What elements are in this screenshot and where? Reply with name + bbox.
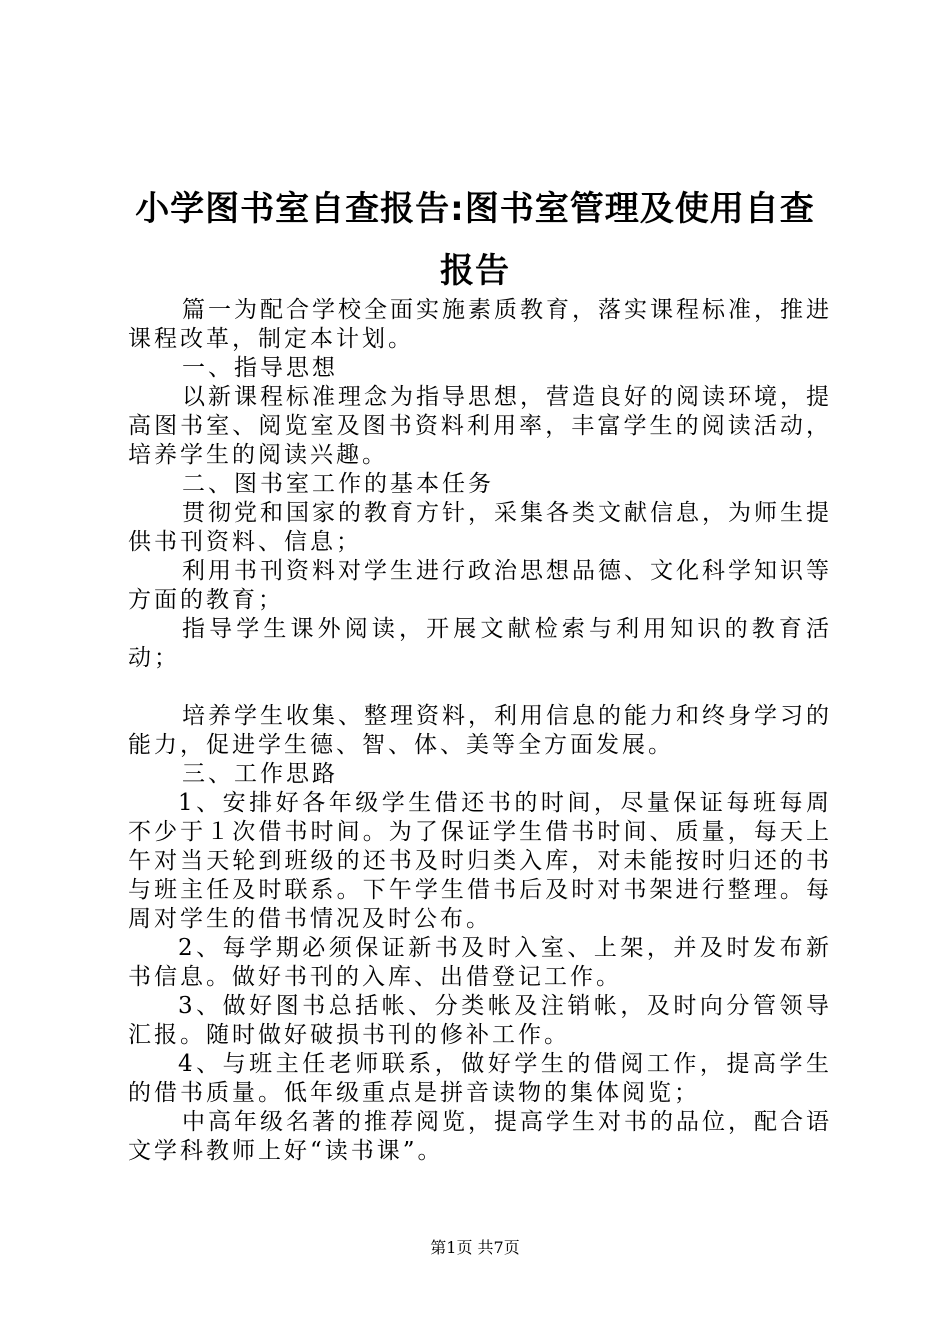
section-heading-work-approach: 三、工作思路 <box>182 761 338 787</box>
paragraph-task-4: 培养学生收集、整理资料，利用信息的能力和终身学习的能力，促进学生德、智、体、美等全方面发展。 <box>128 703 832 758</box>
section-heading-basic-tasks: 二、图书室工作的基本任务 <box>182 471 494 497</box>
paragraph-intro: 篇一为配合学校全面实施素质教育，落实课程标准，推进课程改革，制定本计划。 <box>128 297 832 352</box>
paragraph-approach-2: 2、每学期必须保证新书及时入室、上架，并及时发布新书信息。做好书刊的入库、出借登记工作。 <box>128 935 832 990</box>
document-title: 小学图书室自查报告:图书室管理及使用自查报告 <box>135 189 815 291</box>
section-heading-guiding-thought: 一、指导思想 <box>182 355 338 381</box>
paragraph-task-1: 贯彻党和国家的教育方针，采集各类文献信息，为师生提供书刊资料、信息； <box>128 500 832 555</box>
paragraph-task-2: 利用书刊资料对学生进行政治思想品德、文化科学知识等方面的教育； <box>128 558 832 613</box>
paragraph-task-3: 指导学生课外阅读，开展文献检索与利用知识的教育活动； <box>128 616 832 671</box>
paragraph-guiding-thought: 以新课程标准理念为指导思想，营造良好的阅读环境，提高图书室、阅览室及图书资料利用率，丰富学生的阅读活动，培养学生的阅读兴趣。 <box>128 384 832 468</box>
paragraph-approach-4: 4、与班主任老师联系，做好学生的借阅工作，提高学生的借书质量。低年级重点是拼音读物的集体阅览； <box>128 1051 832 1106</box>
page-footer: 第1页 共7页 <box>430 1238 520 1257</box>
blank-line <box>128 673 832 702</box>
paragraph-approach-3: 3、做好图书总括帐、分类帐及注销帐，及时向分管领导汇报。随时做好破损书刊的修补工作。 <box>128 993 832 1048</box>
paragraph-approach-1: 1、安排好各年级学生借还书的时间，尽量保证每班每周不少于１次借书时间。为了保证学生借书时间、质量，每天上午对当天轮到班级的还书及时归类入库，对未能按时归还的书与班主任及时联系。下午学生借书后及时对书架进行整理。每周对学生的借书情况及时公布。 <box>128 790 832 932</box>
paragraph-approach-4-continued: 中高年级名著的推荐阅览，提高学生对书的品位，配合语文学科教师上好“读书课”。 <box>128 1109 832 1164</box>
document-body <box>128 296 832 1166</box>
